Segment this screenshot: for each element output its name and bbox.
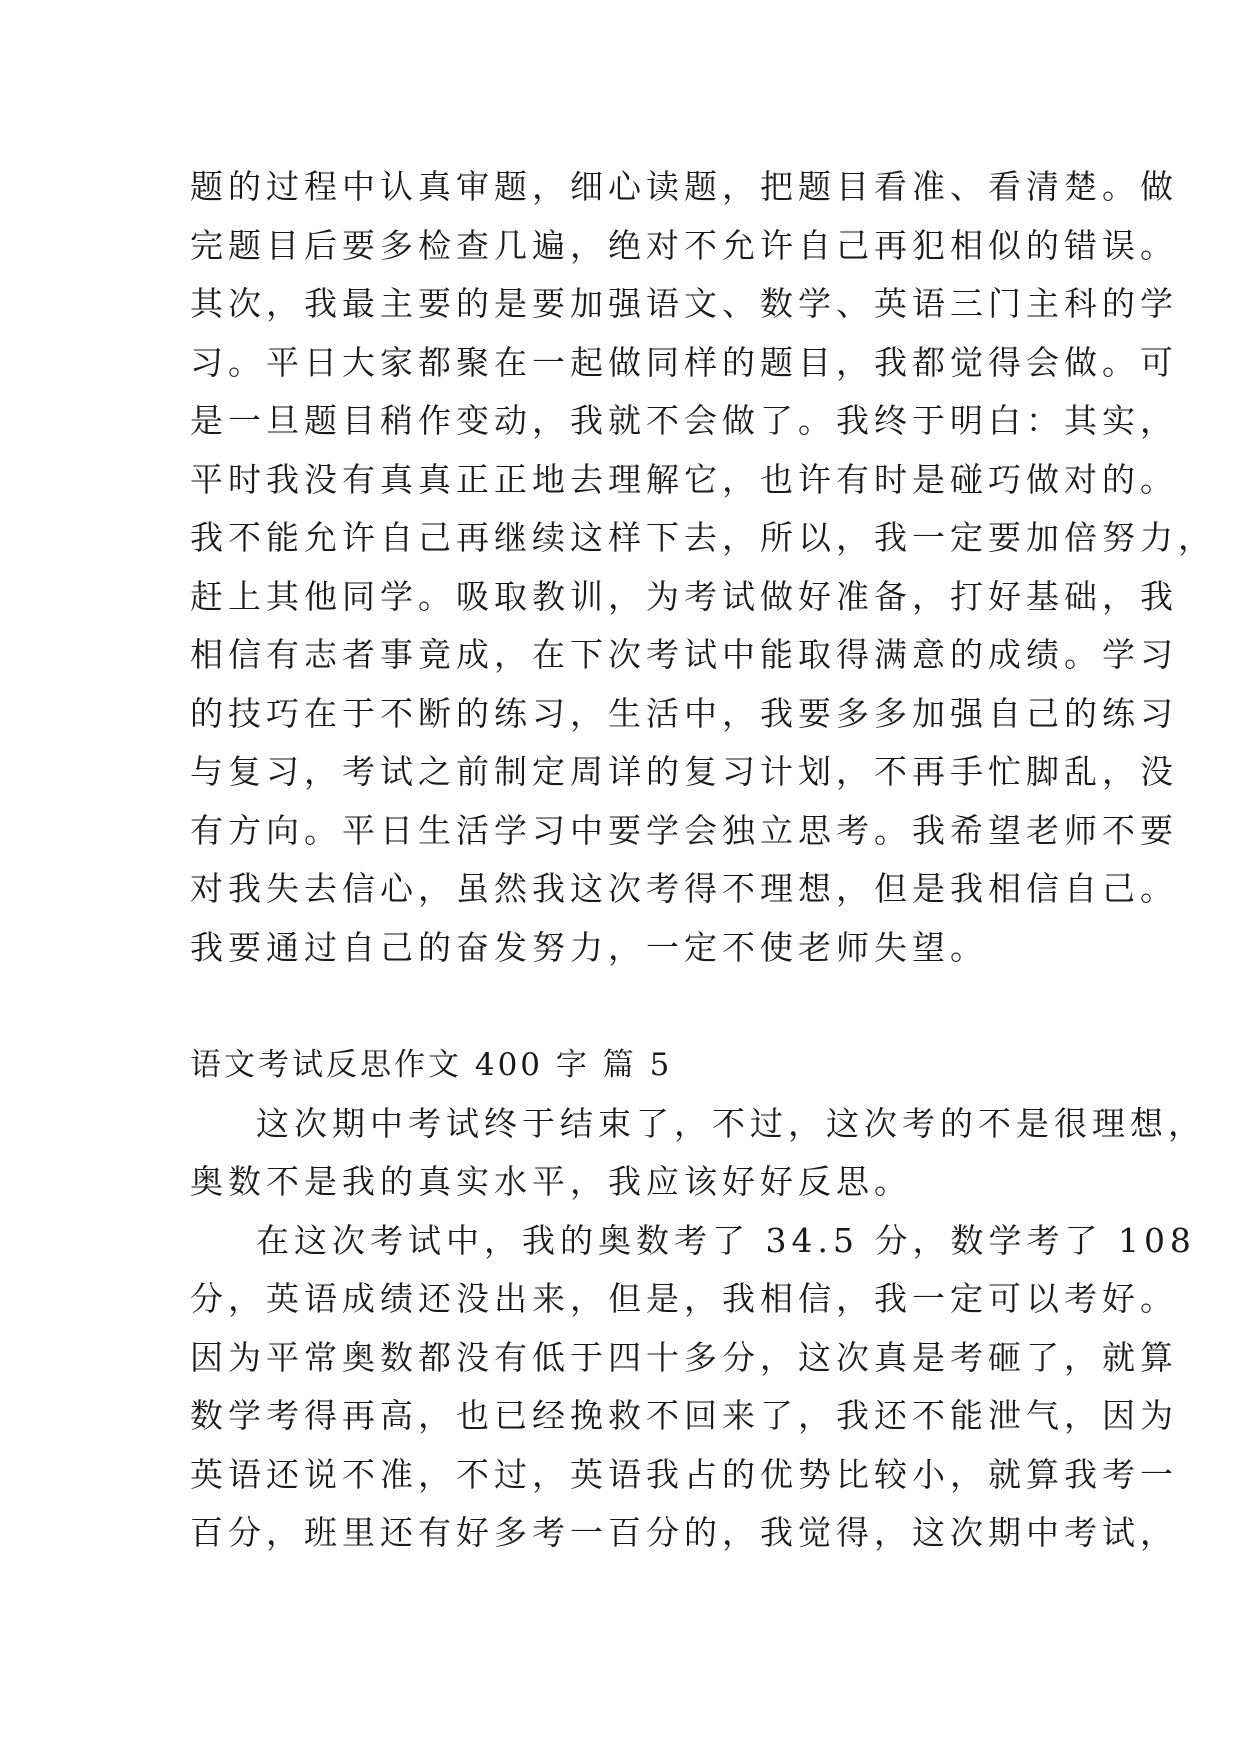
text-line: 完题目后要多检查几遍，绝对不允许自己再犯相似的错误。 bbox=[190, 225, 1178, 265]
text-line: 相信有志者事竟成，在下次考试中能取得满意的成绩。学习 bbox=[190, 635, 1178, 674]
text-line: 奥数不是我的真实水平，我应该好好反思。 bbox=[190, 1162, 912, 1201]
text-line: 数学考得再高，也已经挽救不回来了，我还不能泄气，因为 bbox=[190, 1396, 1178, 1435]
section-heading: 语文考试反思作文 400 字 篇 5 bbox=[190, 1047, 673, 1083]
section-gap bbox=[190, 977, 1070, 1036]
text-line: 对我失去信心，虽然我这次考得不理想，但是我相信自己。 bbox=[190, 869, 1178, 908]
text-line: 分，英语成绩还没出来，但是，我相信，我一定可以考好。 bbox=[190, 1279, 1178, 1318]
text-line: 这次期中考试终于结束了，不过，这次考的不是很理想， bbox=[256, 1103, 1206, 1143]
text-line: 因为平常奥数都没有低于四十多分，这次真是考砸了，就算 bbox=[190, 1337, 1178, 1377]
text-line: 在这次考试中，我的奥数考了 34.5 分，数学考了 108 bbox=[256, 1220, 1196, 1260]
text-line: 英语还说不准，不过，英语我占的优势比较小，就算我考一 bbox=[190, 1454, 1178, 1494]
text-line: 是一旦题目稍作变动，我就不会做了。我终于明白：其实， bbox=[190, 401, 1178, 440]
paragraph-b bbox=[190, 1095, 1206, 1212]
text-line: 赶上其他同学。吸取教训，为考试做好准备，打好基础，我 bbox=[190, 576, 1178, 616]
text-line: 我要通过自己的奋发努力，一定不使老师失望。 bbox=[190, 927, 988, 967]
text-line: 有方向。平日生活学习中要学会独立思考。我希望老师不要 bbox=[190, 810, 1178, 850]
text-line: 我不能允许自己再继续这样下去，所以，我一定要加倍努力， bbox=[190, 518, 1216, 557]
text-line: 与复习，考试之前制定周详的复习计划，不再手忙脚乱，没 bbox=[190, 752, 1178, 791]
paragraph-c bbox=[190, 1212, 1196, 1563]
paragraph-a bbox=[190, 158, 1216, 977]
text-line: 的技巧在于不断的练习，生活中，我要多多加强自己的练习 bbox=[190, 693, 1178, 733]
text-line: 题的过程中认真审题，细心读题，把题目看准、看清楚。做 bbox=[190, 167, 1178, 206]
text-line: 其次，我最主要的是要加强语文、数学、英语三门主科的学 bbox=[190, 284, 1178, 323]
text-line: 平时我没有真真正正地去理解它，也许有时是碰巧做对的。 bbox=[190, 459, 1178, 499]
text-line: 习。平日大家都聚在一起做同样的题目，我都觉得会做。可 bbox=[190, 342, 1178, 382]
document-page bbox=[190, 158, 1216, 1563]
text-line: 百分，班里还有好多考一百分的，我觉得，这次期中考试， bbox=[190, 1513, 1178, 1552]
